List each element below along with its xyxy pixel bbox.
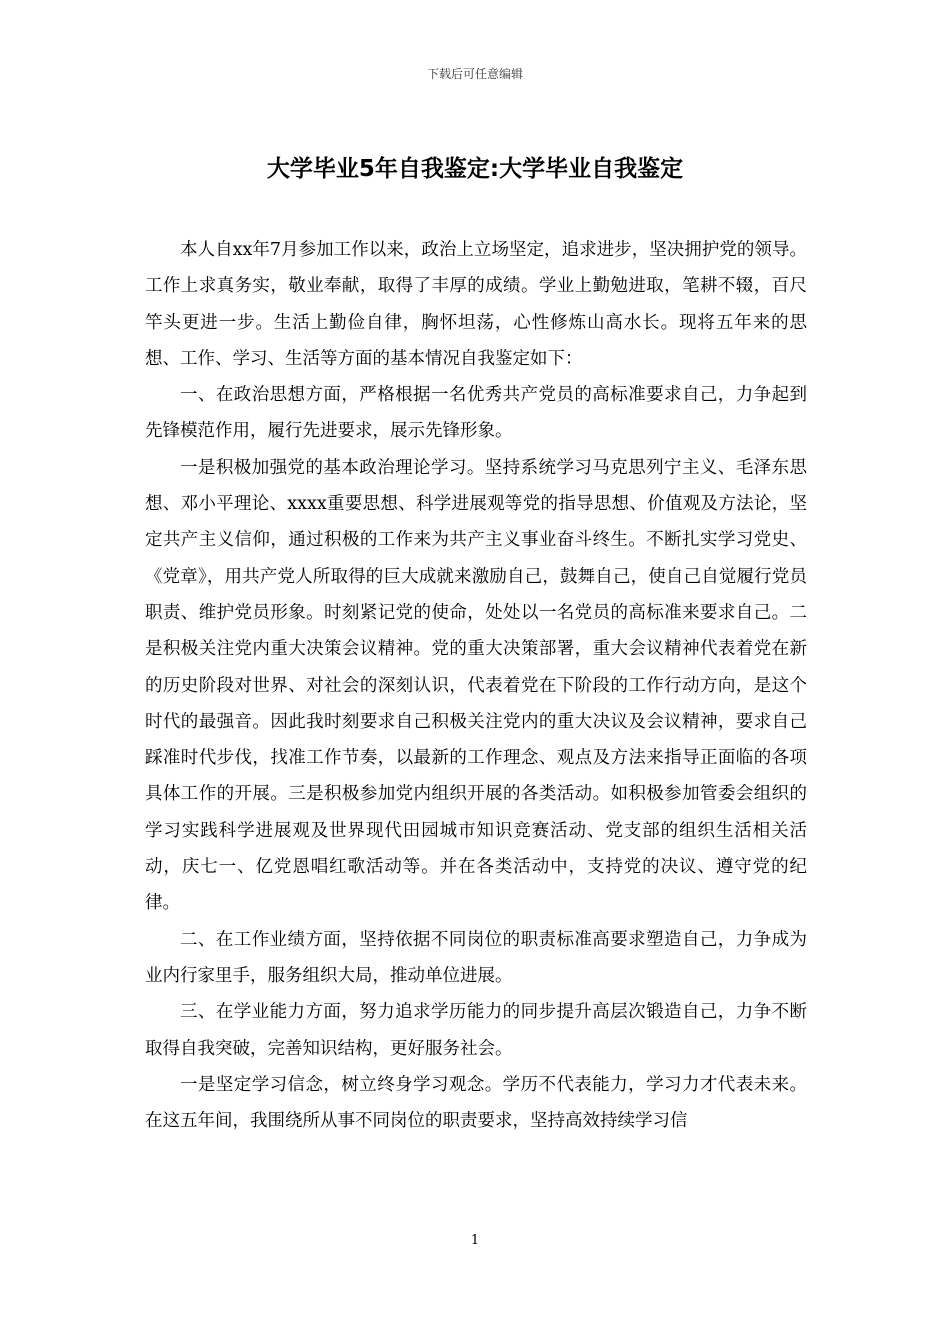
paragraph-work: 二、在工作业绩方面，坚持依据不同岗位的职责标准高要求塑造自己，力争成为业内行家里手，服务组织大局，推动单位进展。: [145, 929, 807, 986]
paragraph-study-detail: 一是坚定学习信念，树立终身学习观念。学历不代表能力，学习力才代表未来。在这五年间，我围绕所从事不同岗位的职责要求，坚持高效持续学习信: [145, 1074, 807, 1132]
paragraph-intro: 本人自xx年7月参加工作以来，政治上立场坚定，追求进步，坚决拥护党的领导。工作上求真务实，敬业奉献，取得了丰厚的成绩。学业上勤勉进取，笔耕不辍，百尺竿头更进一步。生活上勤俭自律，胸怀坦荡，心性修炼山高水长。现将五年来的思想、工作、学习、生活等方面的基本情况自我鉴定如下：: [145, 240, 807, 369]
document-title: 大学毕业5年自我鉴定:大学毕业自我鉴定: [266, 156, 684, 182]
paragraph-political: 一、在政治思想方面，严格根据一名优秀共产党员的高标准要求自己，力争起到先锋模范作用，履行先进要求，展示先锋形象。: [145, 385, 807, 442]
page-number: 1: [470, 1233, 480, 1248]
paragraph-study: 三、在学业能力方面，努力追求学历能力的同步提升高层次锻造自己，力争不断取得自我突破，完善知识结构，更好服务社会。: [145, 1002, 807, 1059]
document-body: [145, 232, 807, 1139]
header-note: 下载后可任意编辑: [426, 67, 523, 81]
paragraph-political-detail: 一是积极加强党的基本政治理论学习。坚持系统学习马克思列宁主义、毛泽东思想、邓小平理论、xxxx重要思想、科学进展观等党的指导思想、价值观及方法论，坚定共产主义信仰，通过积极的工作来为共产主义事业奋斗终生。不断扎实学习党史、《党章》，用共产党人所取得的巨大成就来激励自己，鼓舞自己，使自己自觉履行党员职责、维护党员形象。时刻紧记党的使命，处处以一名党员的高标准来要求自己。二是积极关注党内重大决策会议精神。党的重大决策部署，重大会议精神代表着党在新的历史阶段对世界、对社会的深刻认识，代表着党在下阶段的工作行动方向，是这个时代的最强音。因此我时刻要求自己积极关注党内的重大决议及会议精神，要求自己踩准时代步伐，找准工作节奏，以最新的工作理念、观点及方法来指导正面临的各项具体工作的开展。三是积极参加党内组织开展的各类活动。如积极参加管委会组织的学习实践科学进展观及世界现代田园城市知识竞赛活动、党支部的组织生活相关活动，庆七一、亿党恩唱红歌活动等。并在各类活动中，支持党的决议、遵守党的纪律。: [145, 457, 807, 914]
